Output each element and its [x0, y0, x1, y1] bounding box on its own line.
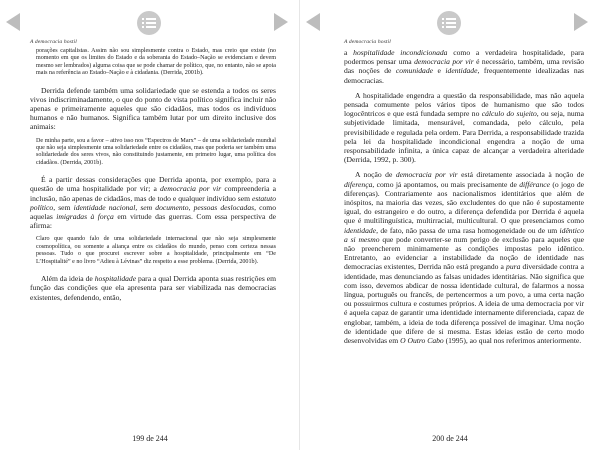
- page-number-left: 199 de 244: [132, 434, 168, 443]
- toolbar-left: [0, 0, 300, 40]
- block-quote: De minha parte, sou a favor – ativo isso nos “Espectros de Marx” – de uma solidariedade mundial que não seja simplesmente uma solidariedade entre os cidadãos, mas que poderia ser também uma solidariedade dos seres vivos, não constituindo justamente, em primeiro lugar, uma política dos cidadãos. (Derrida, 2001b).: [36, 137, 276, 166]
- paragraph: A hospitalidade engendra a questão da responsabilidade, mas não aquela pensada comumente pelos vários tipos de humanismo que são todos logocêntricos e que está fundada sempre no cálculo do sujeito, ou seja, numa subjetividade limitada, mensurável, comandada, pelo cálculo, pela previsibilidade e regulada pela ordem. Para Derrida, a responsabilidade trazida pela lei da hospitalidade incondicional engendra a noção de uma responsabilidade infinita, a única capaz de alcançar a verdadeira alteridade (Derrida, 1992, p. 300).: [344, 90, 584, 165]
- table-of-contents-button[interactable]: [437, 11, 461, 35]
- previous-page-button[interactable]: [6, 13, 20, 31]
- list-icon: [142, 17, 156, 29]
- next-page-button[interactable]: [574, 13, 588, 31]
- page-content-right: [344, 48, 584, 351]
- previous-page-button[interactable]: [306, 13, 320, 31]
- next-page-button[interactable]: [274, 13, 288, 31]
- paragraph: É a partir dessas considerações que Derrida aponta, por exemplo, para a questão de uma hospitalidade por vir; a democracia por vir compreenderia a inclusão, não apenas de cidadãos, mas de todo e qualquer indivíduo sem estatuto político, sem identidade nacional, sem documento, pessoas deslocadas, como aquelas imigradas à força em virtude das guerras. Com essa perspectiva de afirma:: [30, 175, 276, 231]
- page-content-left: [30, 48, 276, 308]
- list-icon: [442, 17, 456, 29]
- table-of-contents-button[interactable]: [137, 11, 161, 35]
- page-number-right: 200 de 244: [432, 434, 468, 443]
- paragraph: Derrida defende também uma solidariedade que se estenda a todos os seres vivos indiscriminadamente, o que do ponto de vista político significa incluir não apenas e primeiramente aqueles que são cidadãos, mas todos os indivíduos humanos e não humanos. Significa também lutar por um direito inclusive dos animais:: [30, 85, 276, 132]
- block-quote: Claro que quando falo de uma solidariedade internacional que não seja simplesmente cosmopolítica, ou somente a aliança entre os cidadãos do mundo, penso com certeza nessas pessoas. Tudo o que procurei escrever sobre a hospitalidade, principalmente em “De L’Hospitalité” e no livro “Adieu à Lévinas” diz respeito a esse problema. (Derrida, 2001b).: [36, 236, 276, 265]
- toolbar-right: [300, 0, 600, 40]
- paragraph: A noção de democracia por vir está diretamente associada à noção de diferença, como já apontamos, ou mais precisamente de différance (o jogo de diferenças). Contrariamente aos nacionalismos identitários que além de inóspitos, na maioria das vezes, são excludentes do que não é supostamente igual, do estrangeiro e do outro, a diferença defendida por Derrida é aquela que é multilinguística, multirracial, multicultural. O que presenciamos como identidade, de fato, não passa de uma rasa homogeneidade ou de um idêntico a si mesmo que pode converter-se num perigo de exclusão para aqueles que não preencherem minimamente as condições impostas pelo idêntico. Entretanto, ao evidenciar a instabilidade da noção de identidade nas democracias existentes, Derrida não está pregando a pura diversidade contra a identidade, mas denunciando as falsas unidades identitárias. Não significa que com isso, devemos abdicar de nossa identidade cultural, de falarmos a nossa língua, português ou francês, de pertencermos a um povo, a uma certa nação ou possuirmos cultura e costumes próprios. A ideia de uma democracia por vir é aquela capaz de garantir uma identidade internamente diferenciada, capaz de englobar, também, a ideia de toda diferença possível de imaginar. Uma noção de identidade que difere de si mesma. Estas ideias estão de certo modo desenvolvidas em O Outro Cabo (1995), ao qual nos referimos anteriormente.: [344, 170, 584, 346]
- paragraph: Além da ideia de hospitalidade para a qual Derrida aponta suas restrições em função das condições que ela apresenta para ser viabilizada nas democracias existentes, defendendo, então,: [30, 274, 276, 302]
- running-head: A democracia hostil: [344, 39, 391, 45]
- running-head: A democracia hostil: [30, 39, 77, 45]
- quote-continuation: porações capitalistas. Assim não sou simplesmente contra o Estado, mas creio que existe (no momento em que os limites do Estado e da soberania do Estado–Nação se evidenciam e devem mesmo ser lembrados) alguma coisa que se pode chamar de político, que, no entanto, não se apoia mais na referência ao Estado–Nação e à cidadania. (Derrida, 2001b).: [36, 48, 276, 77]
- paragraph-continuation: a hospitalidade incondicionada como a verdadeira hospitalidade, para podermos pensar uma democracia por vir é necessário, também, uma revisão das noções de comunidade e identidade, frequentemente idealizadas nas democracias.: [344, 48, 584, 85]
- page-right: [300, 0, 600, 450]
